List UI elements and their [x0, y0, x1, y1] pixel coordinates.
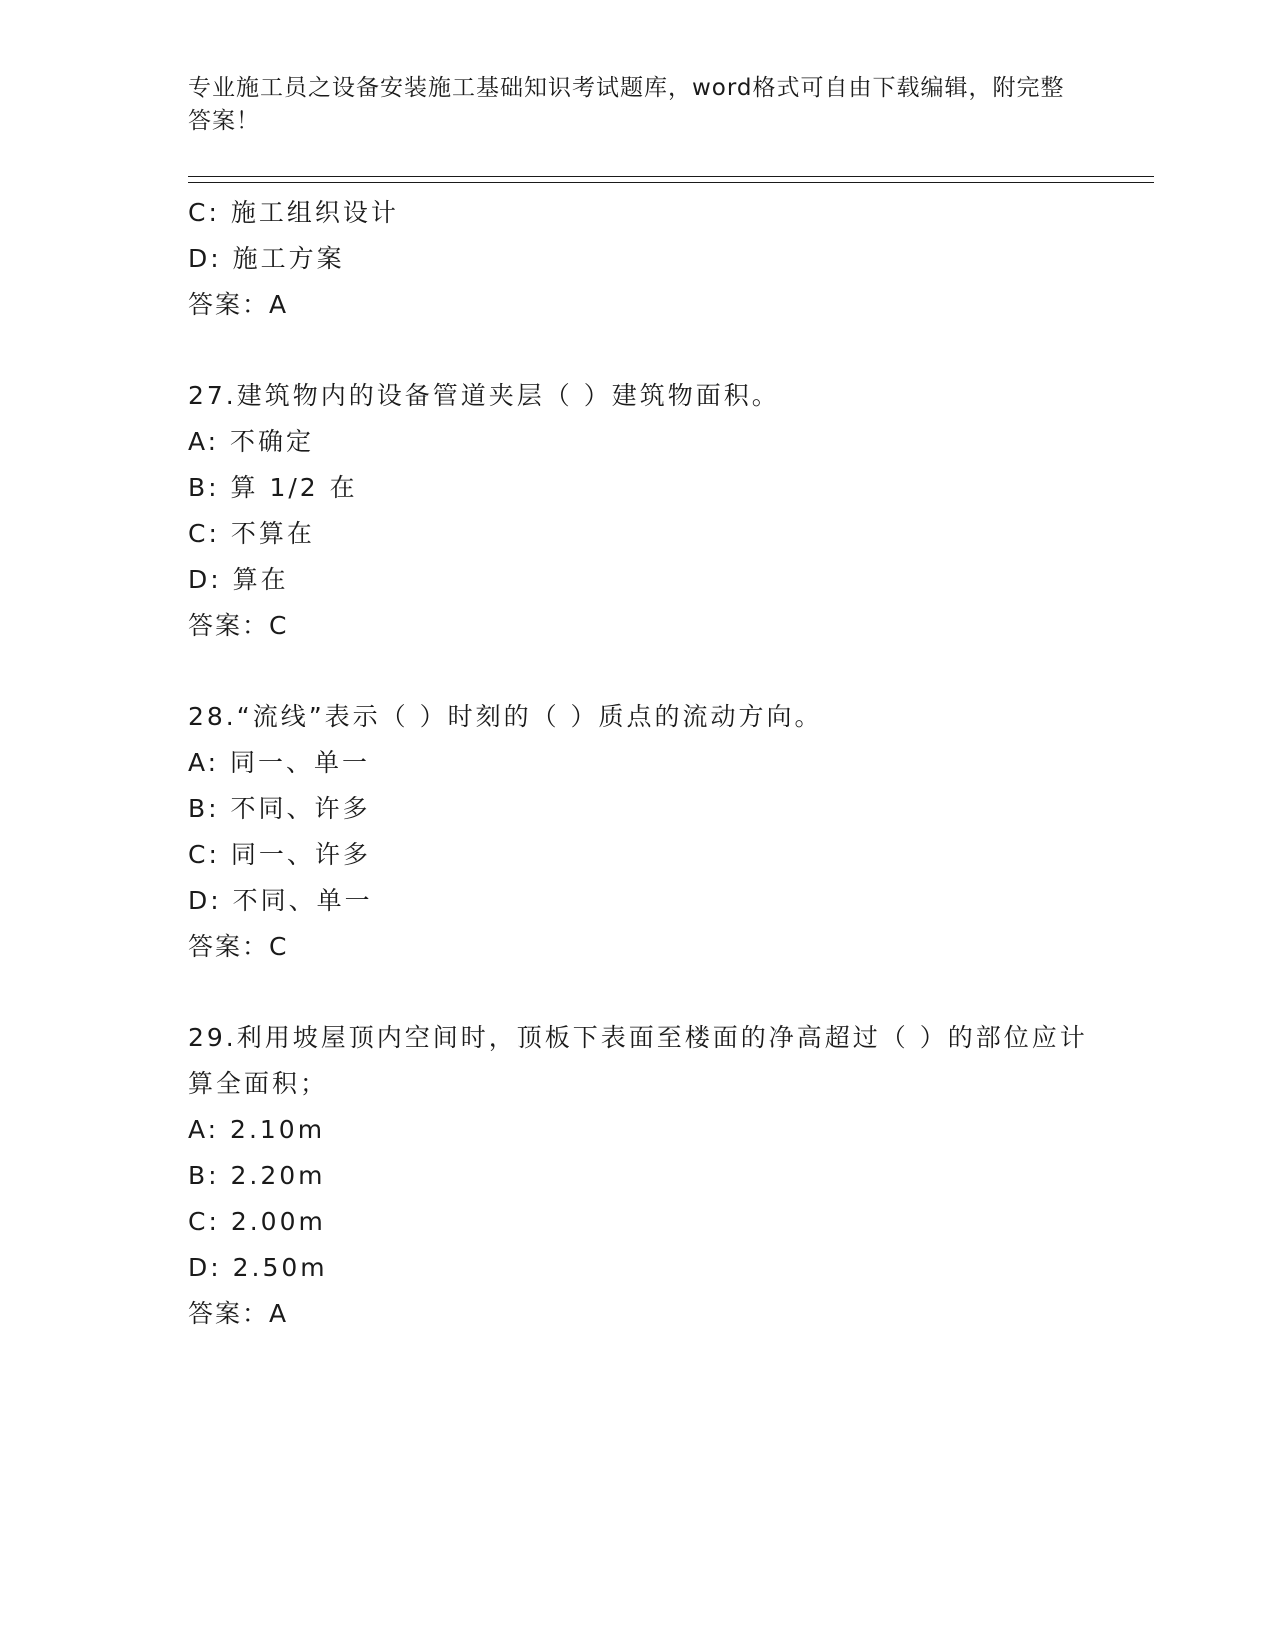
question-27-option-d: D: 算在: [188, 565, 289, 594]
question-27-answer: 答案：C: [188, 611, 289, 640]
option-c: C: 施工组织设计: [188, 198, 399, 227]
spacer: [188, 649, 1108, 694]
question-28-option-d: D: 不同、单一: [188, 886, 373, 915]
question-29-answer: 答案：A: [188, 1299, 289, 1328]
answer-line: 答案：A: [188, 290, 289, 319]
question-28-option-b: B: 不同、许多: [188, 794, 371, 823]
spacer: [188, 328, 1108, 373]
question-29-option-b: B: 2.20m: [188, 1161, 326, 1190]
header-divider-top: [188, 176, 1154, 177]
question-28-stem: 28.“流线”表示（ ）时刻的（ ）质点的流动方向。: [188, 702, 823, 731]
question-29-option-d: D: 2.50m: [188, 1253, 328, 1282]
question-27-option-a: A: 不确定: [188, 427, 315, 456]
question-28-answer: 答案：C: [188, 932, 289, 961]
question-27-option-b: B: 算 1/2 在: [188, 473, 358, 502]
question-27-option-c: C: 不算在: [188, 519, 315, 548]
document-header: 专业施工员之设备安装施工基础知识考试题库，word格式可自由下载编辑，附完整答案！: [188, 75, 1065, 134]
question-list: [188, 190, 1108, 1337]
question-28-option-c: C: 同一、许多: [188, 840, 371, 869]
option-d: D: 施工方案: [188, 244, 345, 273]
question-27-stem: 27.建筑物内的设备管道夹层（ ）建筑物面积。: [188, 381, 780, 410]
header-divider-bottom: [188, 182, 1154, 183]
question-28-option-a: A: 同一、单一: [188, 748, 371, 777]
spacer: [188, 970, 1108, 1015]
question-29-stem: 29.利用坡屋顶内空间时，顶板下表面至楼面的净高超过（ ）的部位应计算全面积；: [188, 1023, 1088, 1098]
question-29-option-c: C: 2.00m: [188, 1207, 326, 1236]
question-29-option-a: A: 2.10m: [188, 1115, 326, 1144]
